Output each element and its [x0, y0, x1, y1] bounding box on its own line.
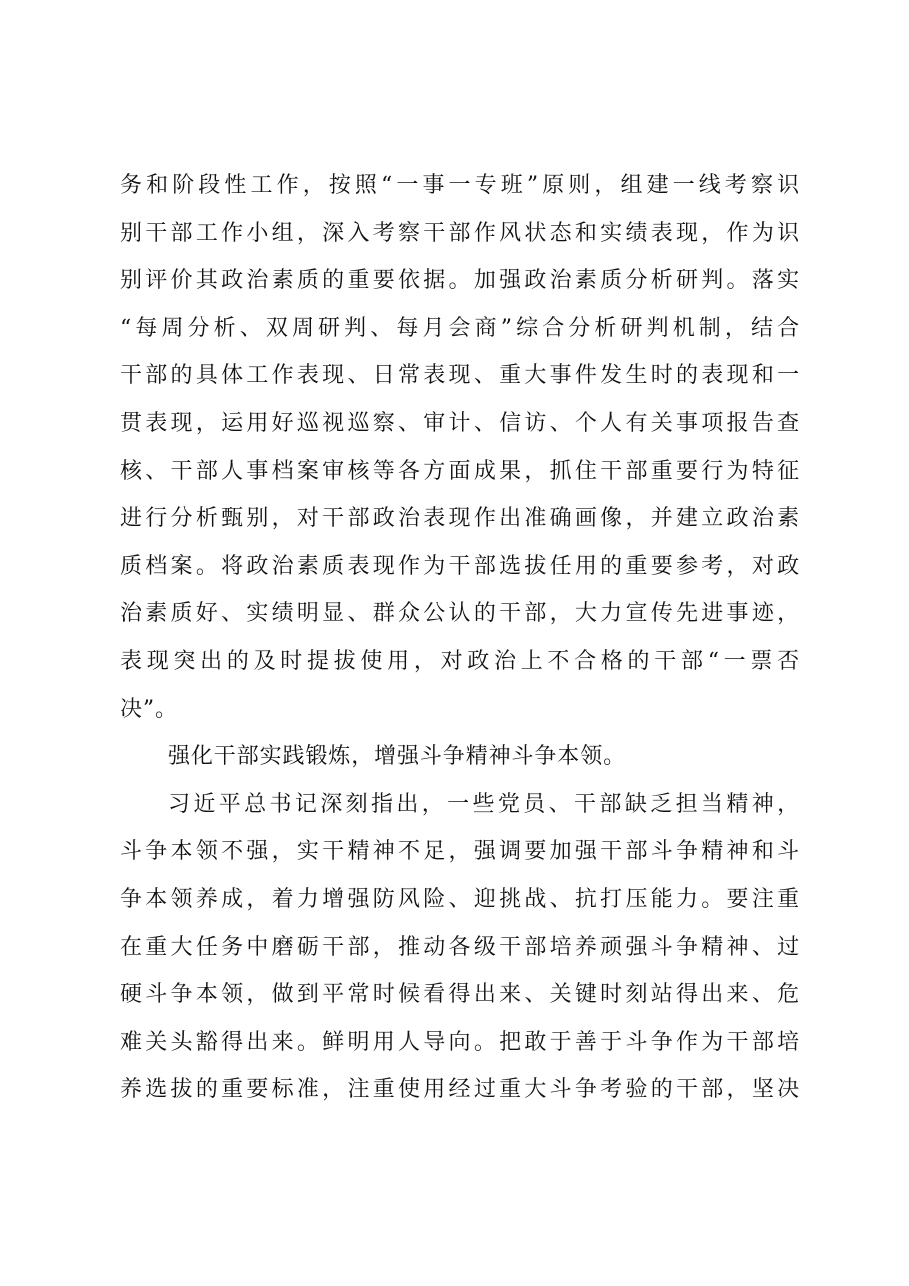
text-line: 进行分析甄别，对干部政治表现作出准确画像，并建立政治素: [120, 506, 800, 532]
text-line: 务和阶段性工作，按照“一事一专班”原则，组建一线考察识: [120, 173, 800, 198]
text-line: 在重大任务中磨砺干部，推动各级干部培养顽强斗争精神、过: [120, 934, 800, 960]
text-line: 质档案。将政治素质表现作为干部选拔任用的重要参考，对政: [120, 553, 800, 579]
text-line: 干部的具体工作表现、日常表现、重大事件发生时的表现和一: [120, 363, 800, 389]
text-line: 习近平总书记深刻指出，一些党员、干部缺乏担当精神，: [168, 791, 800, 817]
text-line: 治素质好、实绩明显、群众公认的干部，大力宣传先进事迹，: [120, 601, 800, 627]
text-line: 争本领养成，着力增强防风险、迎挑战、抗打压能力。要注重: [120, 886, 800, 912]
text-line: 硬斗争本领，做到平常时候看得出来、关键时刻站得出来、危: [120, 982, 800, 1008]
text-line: 表现突出的及时提拔使用，对政治上不合格的干部“一票否: [120, 648, 800, 674]
text-line: 养选拔的重要标准，注重使用经过重大斗争考验的干部，坚决: [120, 1077, 800, 1103]
text-line: 决”。: [120, 696, 178, 722]
text-line: “每周分析、双周研判、每月会商”综合分析研判机制，结合: [120, 315, 800, 341]
body-text: [120, 162, 800, 1114]
text-line: 斗争本领不强，实干精神不足，强调要加强干部斗争精神和斗: [120, 839, 800, 865]
text-line: 别干部工作小组，深入考察干部作风状态和实绩表现，作为识: [120, 220, 800, 246]
text-line: 核、干部人事档案审核等各方面成果，抓住干部重要行为特征: [120, 458, 800, 484]
text-line: 难关头豁得出来。鲜明用人导向。把敢于善于斗争作为干部培: [120, 1029, 800, 1055]
section-heading: 强化干部实践锻炼，增强斗争精神斗争本领。: [168, 744, 627, 770]
text-line: 别评价其政治素质的重要依据。加强政治素质分析研判。落实: [120, 268, 800, 294]
text-line: 贯表现，运用好巡视巡察、审计、信访、个人有关事项报告查: [120, 410, 800, 436]
